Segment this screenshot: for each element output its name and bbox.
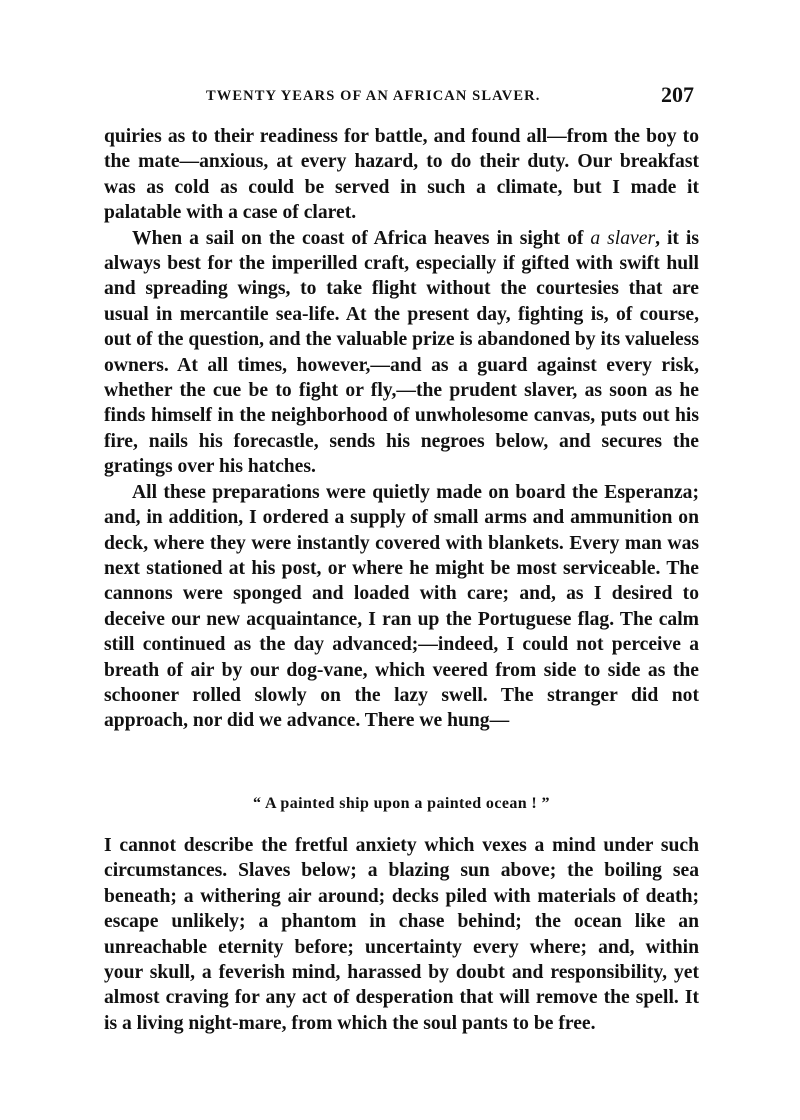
paragraph-continuation: quiries as to their readiness for battle, and found all—from the boy to the mate—anxious, at every hazard, to do their duty. Our breakfast was as cold as could be served in such a climate, but I made it palatable with a case of claret. bbox=[104, 126, 699, 224]
paragraph-sail bbox=[104, 226, 699, 480]
body-text-closing bbox=[104, 833, 699, 1036]
block-quotation: “ A painted ship upon a painted ocean ! ” bbox=[253, 795, 550, 812]
body-text bbox=[104, 124, 699, 734]
paragraph-preparations: All these preparations were quietly made on board the Esperanza; and, in addition, I ordered a supply of small arms and ammunition on deck, where they were instantly covered with blankets. Every man was next stationed at his post, or where he might be most serviceable. The cannons were sponged and loaded with care; and, as I desired to deceive our new acquaintance, I ran up the Portuguese flag. The calm still continued as the day advanced;—indeed, I could not perceive a breath of air by our dog-vane, which veered from side to side as the schooner rolled slowly on the lazy swell. The stranger did not approach, nor did we advance. There we hung— bbox=[104, 481, 699, 732]
paragraph-anxiety: I cannot describe the fretful anxiety which vexes a mind under such circumstances. Slaves below; a blazing sun above; the boiling sea beneath; a withering air around; decks piled with materials of death; escape unlikely; a phantom in chase behind; the ocean like an unreachable eternity before; uncertainty every where; and, within your skull, a feverish mind, harassed by doubt and responsibility, yet almost craving for any act of desperation that will remove the spell. It is a living night-mare, from which the soul pants to be free. bbox=[104, 835, 699, 1034]
running-head bbox=[104, 84, 696, 110]
paragraph-sail-rest: , it is always best for the imperilled craft, especially if gifted with swift hull and spreading wings, to take flight without the courtesies that are usual in mercantile sea-life. At the present day, fighting is, of course, out of the question, and the valuable prize is abandoned by its valueless owners. At all times, however,—and as a guard against every risk, whether the cue be to fight or fly,—the prudent slaver, as soon as he finds himself in the neighborhood of unwholesome canvas, puts out his fire, nails his forecastle, sends his negroes below, and secures the gratings over his hatches. bbox=[104, 227, 700, 478]
running-title: TWENTY YEARS OF AN AFRICAN SLAVER. bbox=[206, 88, 541, 104]
italic-phrase: a slaver bbox=[590, 227, 656, 249]
page-number: 207 bbox=[661, 82, 694, 107]
paragraph-sail-lead: When a sail on the coast of Africa heaves in sight of bbox=[132, 227, 591, 249]
